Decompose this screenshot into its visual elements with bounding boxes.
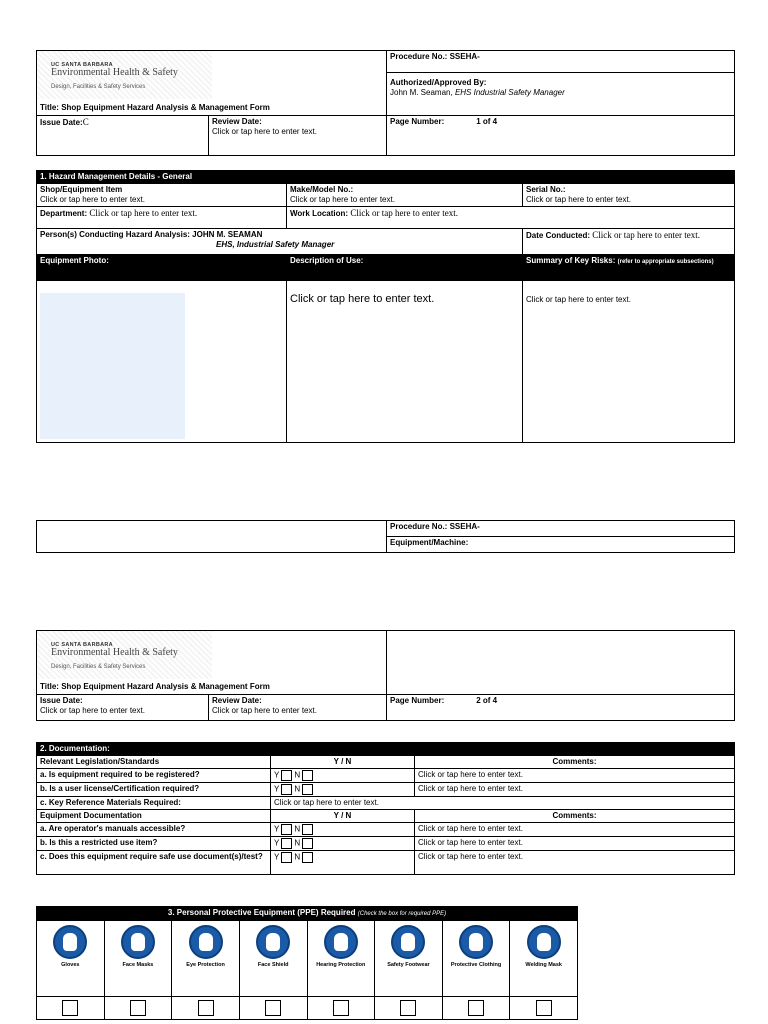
page1-header-table [36, 50, 735, 156]
ppe-header: 3. Personal Protective Equipment (PPE) Required (Check the box for required PPE) [37, 907, 578, 921]
section2-header: 2. Documentation: [37, 743, 735, 756]
form-title-2: Title: Shop Equipment Hazard Analysis & Management Form [40, 682, 270, 691]
ppe-table [36, 906, 578, 1020]
ppe-checkbox-cell[interactable] [239, 997, 307, 1020]
ppe-checkbox-cell[interactable] [37, 997, 105, 1020]
ppe-label: Safety Footwear [387, 962, 430, 968]
ppe-checkbox[interactable] [468, 1000, 484, 1016]
page1-logo-cell [37, 51, 387, 116]
ppe-label: Welding Mask [525, 962, 562, 968]
face-mask-icon [121, 925, 155, 959]
page2-blank-cell [387, 631, 735, 695]
ppe-label: Gloves [61, 962, 80, 968]
uc-ehs-logo: UC SANTA BARBARA Environmental Health & Safety Design, Facilities & Safety Services [37, 51, 212, 99]
ppe-checkbox-cell[interactable] [307, 997, 375, 1020]
welding-mask-icon [527, 925, 561, 959]
ppe-label: Protective Clothing [450, 962, 502, 968]
mid-blank-cell [37, 521, 387, 553]
table-row: b. Is a user license/Certification required? Y N Click or tap here to enter text. [37, 783, 735, 797]
table-row: c. Does this equipment require safe use document(s)/test? Y N Click or tap here to enter text. [37, 851, 735, 875]
ppe-checkbox[interactable] [62, 1000, 78, 1016]
mid-equipment: Equipment/Machine: [387, 537, 735, 553]
ppe-checkbox[interactable] [400, 1000, 416, 1016]
hearing-protection-icon [324, 925, 358, 959]
department-cell[interactable]: Department: Click or tap here to enter text. [37, 207, 287, 229]
serial-cell[interactable]: Serial No.: Click or tap here to enter text. [523, 184, 735, 207]
no-checkbox[interactable] [302, 770, 313, 781]
page-number-cell: Page Number: 1 of 4 [387, 116, 735, 156]
ppe-item [239, 921, 307, 997]
yn-toggle[interactable]: Y N [271, 837, 415, 851]
issue-date-cell[interactable]: Issue Date:C [37, 116, 209, 156]
ppe-label: Eye Protection [186, 962, 225, 968]
ppe-item [510, 921, 578, 997]
ppe-checkbox[interactable] [198, 1000, 214, 1016]
yes-checkbox[interactable] [281, 852, 292, 863]
page-number-cell-2: Page Number: 2 of 4 [387, 695, 735, 721]
ppe-checkbox[interactable] [333, 1000, 349, 1016]
work-location-cell[interactable]: Work Location: Click or tap here to enter text. [287, 207, 735, 229]
yn-toggle[interactable]: Y N [271, 823, 415, 837]
ppe-item [104, 921, 172, 997]
table-row: b. Is this a restricted use item? Y N Click or tap here to enter text. [37, 837, 735, 851]
photo-placeholder[interactable] [40, 293, 185, 439]
eye-protection-icon [189, 925, 223, 959]
ppe-checkbox-cell[interactable] [510, 997, 578, 1020]
yes-checkbox[interactable] [281, 770, 292, 781]
form-title: Title: Shop Equipment Hazard Analysis & Management Form [40, 103, 270, 112]
face-shield-icon [256, 925, 290, 959]
no-checkbox[interactable] [302, 852, 313, 863]
no-checkbox[interactable] [302, 838, 313, 849]
procedure-number: Procedure No.: SSEHA- [387, 51, 735, 73]
photo-cell[interactable] [37, 281, 287, 443]
no-checkbox[interactable] [302, 824, 313, 835]
gloves-icon [53, 925, 87, 959]
yn-toggle[interactable]: Y N [271, 851, 415, 875]
no-checkbox[interactable] [302, 784, 313, 795]
ppe-item [37, 921, 105, 997]
section2-table: 2. Documentation: Relevant Legislation/Standards Y / N Comments: a. Is equipment required to be registered? Y N Click or tap here to enter text. b. Is a user license/Certification required? Y N Click or tap here to enter text. c. Key Reference Materials Required: Click or tap here to enter text. Equipment Documentation Y / N Comments: a. Are operator's manuals accessible? Y N Click or tap here to enter text. b. Is this a restricted use item? Y N Click or tap here to enter text. c. Does this equipment require safe use document(s)/test? Y N Click or tap here to enter text. [36, 742, 735, 875]
make-model-cell[interactable]: Make/Model No.: Click or tap here to enter text. [287, 184, 523, 207]
ppe-label: Face Shield [257, 962, 289, 968]
ppe-checkbox-cell[interactable] [442, 997, 510, 1020]
date-conducted-cell[interactable]: Date Conducted: Click or tap here to enter text. [523, 229, 735, 255]
ppe-label: Face Masks [122, 962, 154, 968]
mid-procedure: Procedure No.: SSEHA- [387, 521, 735, 537]
yn-toggle[interactable]: Y N [271, 783, 415, 797]
ppe-checkbox-cell[interactable] [375, 997, 443, 1020]
yes-checkbox[interactable] [281, 824, 292, 835]
description-header: Description of Use: [287, 255, 523, 281]
description-cell[interactable]: Click or tap here to enter text. [287, 281, 523, 443]
ppe-checkbox[interactable] [536, 1000, 552, 1016]
yn-toggle[interactable]: Y N [271, 769, 415, 783]
photo-header: Equipment Photo: [37, 255, 287, 281]
uc-ehs-logo-2: UC SANTA BARBARA Environmental Health & Safety Design, Facilities & Safety Services [37, 631, 212, 679]
table-row: a. Is equipment required to be registered? Y N Click or tap here to enter text. [37, 769, 735, 783]
ppe-item [375, 921, 443, 997]
section1-table [36, 170, 735, 443]
section1-header: 1. Hazard Management Details - General [37, 171, 735, 184]
ppe-item [442, 921, 510, 997]
shop-item-cell[interactable]: Shop/Equipment Item Click or tap here to enter text. [37, 184, 287, 207]
review-date-cell[interactable]: Review Date: Click or tap here to enter text. [209, 116, 387, 156]
page2-header-table [36, 630, 735, 721]
person-cell: Person(s) Conducting Hazard Analysis: JOHN M. SEAMAN EHS, Industrial Safety Manager [37, 229, 523, 255]
mid-header-table [36, 520, 735, 553]
yes-checkbox[interactable] [281, 838, 292, 849]
ppe-label: Hearing Protection [316, 962, 366, 968]
authorized-cell: Authorized/Approved By: John M. Seaman, EHS Industrial Safety Manager [387, 73, 735, 116]
ppe-item [172, 921, 240, 997]
table-row: a. Are operator's manuals accessible? Y N Click or tap here to enter text. [37, 823, 735, 837]
safety-footwear-icon [391, 925, 425, 959]
ppe-item [307, 921, 375, 997]
ppe-checkbox-cell[interactable] [172, 997, 240, 1020]
ppe-checkbox[interactable] [130, 1000, 146, 1016]
review-date-cell-2[interactable]: Review Date: Click or tap here to enter text. [209, 695, 387, 721]
ppe-checkbox-cell[interactable] [104, 997, 172, 1020]
risks-header: Summary of Key Risks: (refer to appropriate subsections) [523, 255, 735, 281]
table-row: c. Key Reference Materials Required: Click or tap here to enter text. [37, 797, 735, 810]
page2-logo-cell [37, 631, 387, 695]
protective-clothing-icon [459, 925, 493, 959]
risks-cell[interactable]: Click or tap here to enter text. [523, 281, 735, 443]
issue-date-cell-2[interactable]: Issue Date: Click or tap here to enter text. [37, 695, 209, 721]
ppe-checkbox[interactable] [265, 1000, 281, 1016]
yes-checkbox[interactable] [281, 784, 292, 795]
